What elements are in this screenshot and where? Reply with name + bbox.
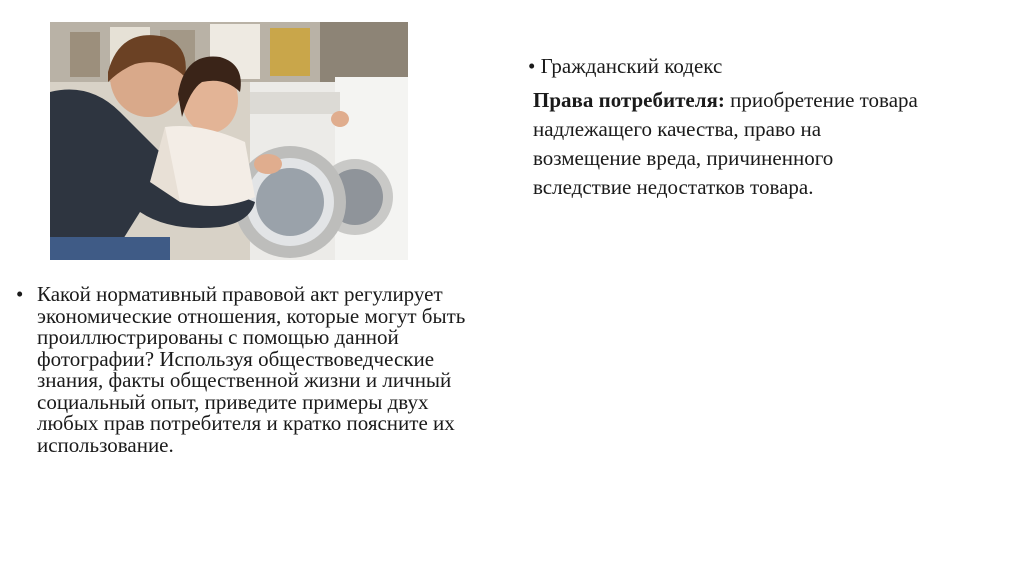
consumer-rights-label: Права потребителя:: [533, 88, 725, 112]
bullet: •: [528, 54, 536, 78]
question-block: [16, 284, 486, 456]
bullet: •: [16, 282, 24, 306]
civil-code-title: Гражданский кодекс: [540, 54, 723, 78]
answer-block: [528, 52, 968, 202]
consumer-rights-text: приобретение товара надлежащего качества, право на возмещение вреда, причиненного вследствие недостатков товара.: [533, 88, 918, 199]
photo-illustration: [50, 22, 408, 260]
question-text: Какой нормативный правовой акт регулирует экономические отношения, которые могут быть проиллюстрированы с помощью данной фотографии? Используя обществоведческие знания, факты общественной жизни и личный социальный опыт, приведите примеры двух любых прав потребителя и кратко поясните их использование.: [37, 282, 466, 457]
answer-body: [533, 86, 933, 202]
photo-couple-washing-machine: [50, 22, 408, 260]
answer-heading: [528, 52, 968, 81]
